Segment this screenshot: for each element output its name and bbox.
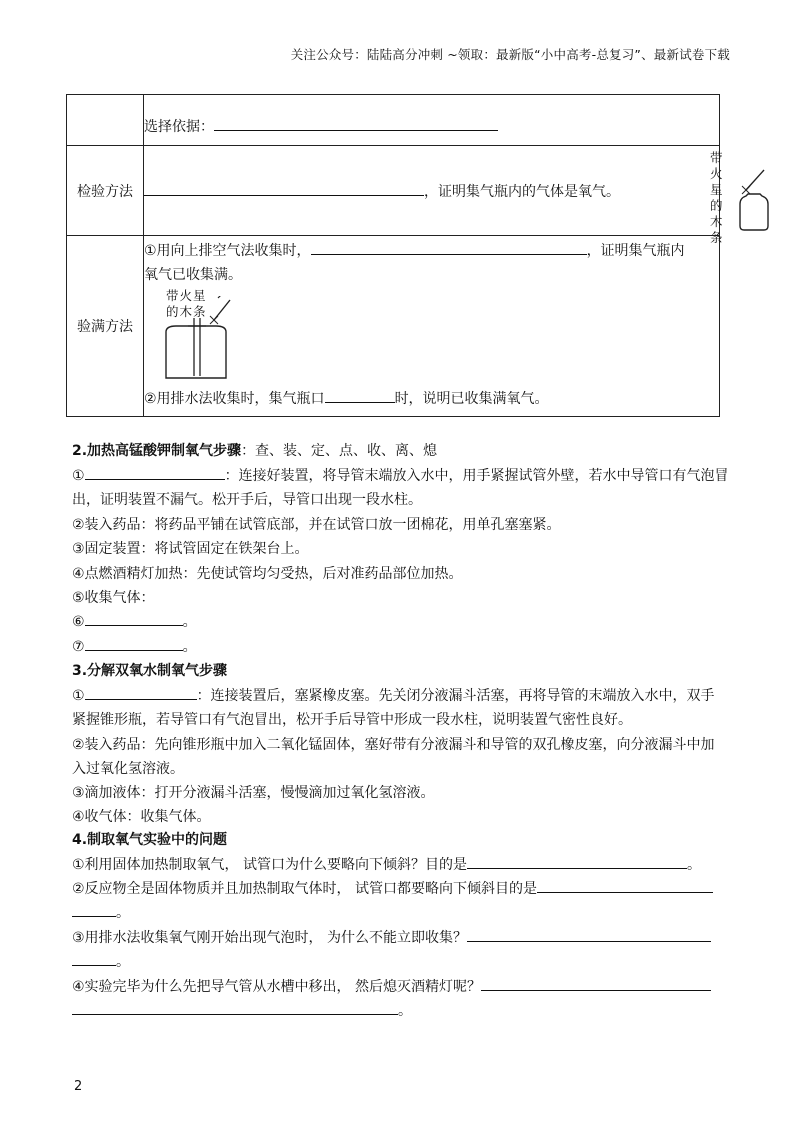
section4-q4-blank-cont[interactable] [72,1000,398,1015]
water-method-blank[interactable] [325,388,395,403]
glowing-splint-label-2: 带火星 的木条 [166,288,207,319]
section3-heading: 3.分解双氧水制氧气步骤 [72,663,228,679]
section2-step7-blank[interactable] [85,636,183,651]
section2-step1-blank[interactable] [85,465,225,480]
table-row-2-content [144,146,724,245]
section4-heading: 4.制取氧气实验中的问题 [72,832,228,848]
section3-step1-blank[interactable] [85,685,197,700]
test-method-conclusion: ，证明集气瓶内的气体是氧气。 [424,183,620,200]
section2-step5: ⑤收集气体： [72,590,155,606]
table-row-3-content [144,236,720,417]
section4-q2-blank[interactable] [537,878,713,893]
test-method-blank[interactable] [144,181,424,196]
section4-q1-blank[interactable] [467,854,687,869]
experiment-table [66,94,724,417]
section2-step4: ④点燃酒精灯加热：先使试管均匀受热，后对准药品部位加热。 [72,566,463,582]
section4-q4-cont: 。 [72,1000,412,1020]
test-bottle-figure [734,168,778,232]
section3-step1-text-a: ：连接装置后，塞紧橡皮塞。先关闭分液漏斗活塞，再将导管的末端放入水中，双手 [196,688,715,704]
section3-step2-a: ②装入药品：先向锥形瓶中加入二氧化锰固体，塞好带有分液漏斗和导管的双孔橡皮塞，向分液漏斗中加 [72,737,715,753]
section2-heading: 2.加热高锰酸钾制氧气步骤 [72,443,242,459]
section4-q2-cont: 。 [72,902,130,922]
full-check-label: 验满方法 [67,236,144,417]
section4-q2: ②反应物全是固体物质并且加热制取气体时， 试管口都要略向下倾斜目的是 [72,878,713,898]
section4-q3-blank-cont[interactable] [72,951,116,966]
section2-step7: ⑦ 。 [72,636,197,656]
section2-heading-line [72,440,437,460]
page-header: 关注公众号：陆陆高分冲刺 ~领取：最新版“小中高考-总复习”、最新试卷下载 [290,47,730,62]
section2-step1-text-b: 出，证明装置不漏气。松开手后，导管口出现一段水柱。 [72,492,422,508]
section3-step1-line1: ① ：连接装置后，塞紧橡皮塞。先关闭分液漏斗活塞，再将导管的末端放入水中，双手 [72,685,715,705]
water-method-text: ②用排水法收集时，集气瓶口 [144,391,325,407]
section4-q1: ①利用固体加热制取氧气， 试管口为什么要略向下倾斜？目的是 。 [72,854,701,874]
section2-heading-tail: ：查、装、定、点、收、离、熄 [241,443,438,459]
section2-step1-line1: ① ：连接好装置，将导管末端放入水中，用手紧握试管外壁，若水中导管口有气泡冒 [72,465,729,485]
table-row-1-label [67,95,144,146]
section2-step6: ⑥ 。 [72,611,197,631]
section2-step3: ③固定装置：将试管固定在铁架台上。 [72,541,309,557]
section2-step1-text-a: ：连接好装置，将导管末端放入水中，用手紧握试管外壁，若水中导管口有气泡冒 [224,468,729,484]
selection-basis-blank[interactable] [214,116,498,131]
section3-step1-text-b: 紧握锥形瓶，若导管口有气泡冒出，松开手后导管中形成一段水柱，说明装置气密性良好。 [72,712,632,728]
section2-step6-blank[interactable] [85,611,183,626]
section4-q4-blank[interactable] [481,976,711,991]
water-method-suffix: 时，说明已收集满氧气。 [394,391,549,407]
upward-air-method-line2: 氧气已收集满。 [144,267,242,283]
upward-air-method-blank[interactable] [311,240,587,255]
table-row-1-content [144,95,720,146]
section3-step3: ③滴加液体：打开分液漏斗活塞，慢慢滴加过氧化氢溶液。 [72,785,435,801]
section2-step2: ②装入药品：将药品平铺在试管底部，并在试管口放一团棉花，用单孔塞塞紧。 [72,517,561,533]
selection-basis-label: 选择依据： [144,119,214,135]
section3-step2-b: 入过氧化氢溶液。 [72,761,184,777]
section4-q4: ④实验完毕为什么先把导气管从水槽中移出， 然后熄灭酒精灯呢？ [72,976,711,996]
section4-q2-blank-cont[interactable] [72,902,116,917]
full-check-bottle-figure [158,296,238,382]
section4-q3: ③用排水法收集氧气刚开始出现气泡时， 为什么不能立即收集？ [72,927,711,947]
section4-q3-blank[interactable] [467,927,711,942]
test-method-label: 检验方法 [67,146,144,236]
glowing-splint-label-1: 带火星 的木条 [710,150,724,245]
upward-air-method-text: ①用向上排空气法收集时， [144,243,311,259]
section3-step4: ④收气体：收集气体。 [72,809,211,825]
page-number: 2 [74,1079,83,1094]
upward-air-method-suffix: ，证明集气瓶内 [586,243,685,259]
section4-q3-cont: 。 [72,951,130,971]
